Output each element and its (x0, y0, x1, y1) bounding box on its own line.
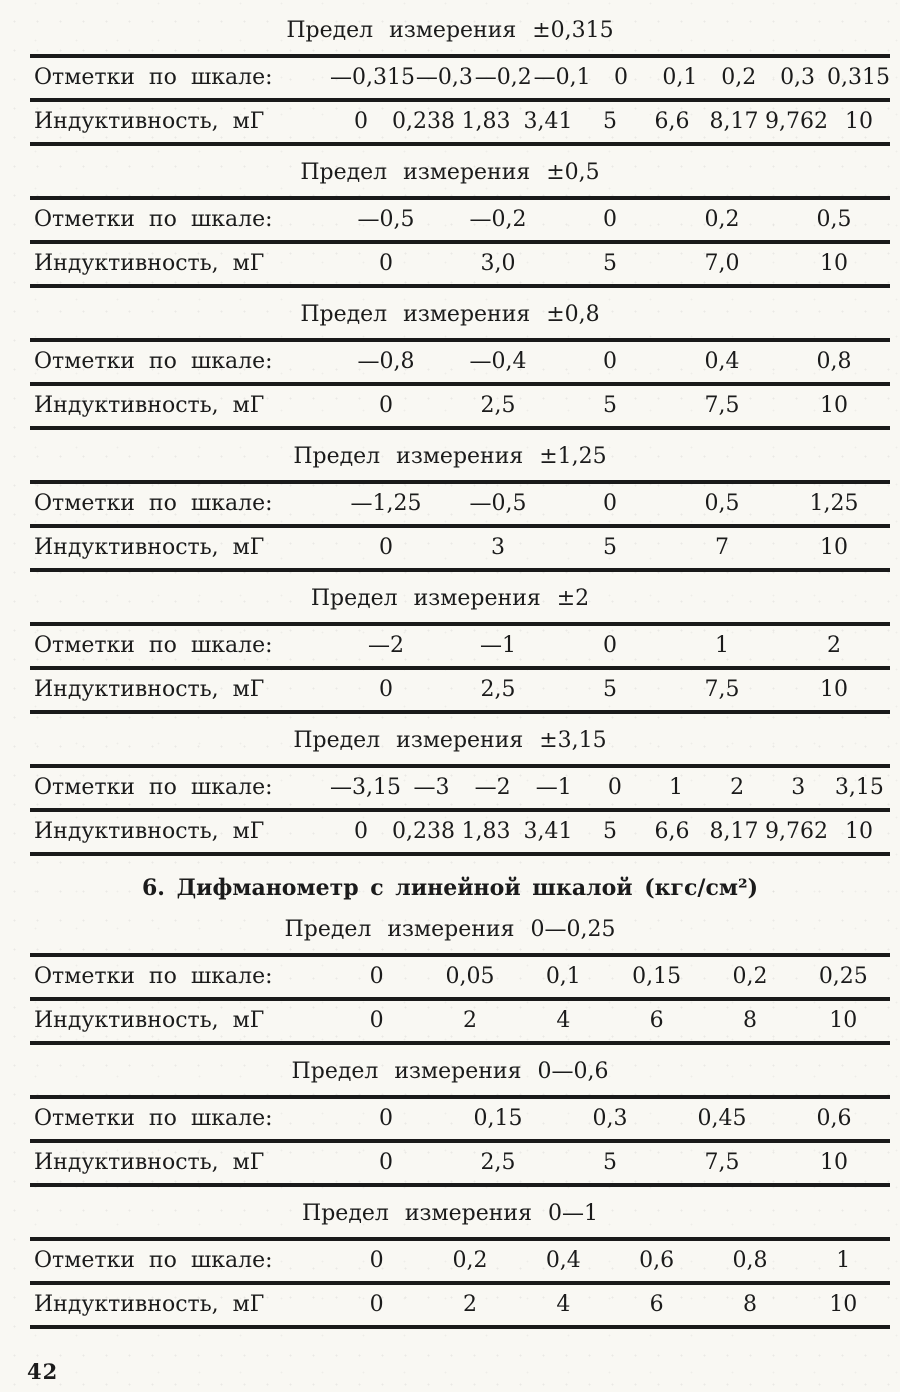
table-row-scale-marks (30, 484, 890, 528)
cell-scale-mark: 0,5 (816, 207, 852, 232)
cell-inductance-value: 0 (354, 819, 368, 844)
data-table (30, 338, 890, 430)
measurement-section (0, 585, 900, 714)
cell-scale-mark: 0 (379, 1106, 393, 1131)
cell-inductance-value: 10 (820, 251, 848, 276)
cell-inductance-value: 4 (556, 1292, 571, 1317)
row-label: Отметки по шкале: (34, 65, 273, 90)
cell-inductance-value: 9,762 (764, 819, 828, 844)
cell-inductance-value: 10 (829, 1008, 858, 1033)
cell-inductance-value: 8 (742, 1008, 757, 1033)
table-row-inductance (30, 670, 890, 710)
cell-scale-mark: 0,2 (732, 964, 768, 989)
measurement-section (0, 443, 900, 572)
cell-inductance-value: 0 (379, 677, 393, 702)
cell-scale-mark: —0,5 (357, 207, 415, 232)
section-title: Предел измерения ±1,25 (293, 444, 607, 469)
cell-inductance-value: 2,5 (480, 677, 516, 702)
table-row-scale-marks (30, 1241, 890, 1285)
cell-inductance-value: 0 (379, 535, 393, 560)
section-title: Предел измерения ±0,5 (300, 160, 600, 185)
data-table (30, 480, 890, 572)
row-values (330, 774, 890, 801)
row-values (330, 818, 890, 845)
cell-scale-mark: —3 (413, 775, 450, 800)
group-heading: 6. Дифманометр с линейной шкалой (кгс/см²) (141, 875, 759, 901)
cell-scale-mark: 0,2 (704, 207, 740, 232)
data-table (30, 1237, 890, 1329)
cell-inductance-value: 0,238 (392, 109, 455, 134)
cell-inductance-value: 9,762 (764, 109, 828, 134)
cell-inductance-value: 10 (820, 535, 848, 560)
cell-inductance-value: 0 (369, 1292, 384, 1317)
cell-inductance-value: 8,17 (709, 819, 759, 844)
row-values (330, 348, 890, 375)
cell-scale-mark: 0 (603, 207, 617, 232)
cell-scale-mark: —0,2 (469, 207, 527, 232)
cell-inductance-value: 6,6 (654, 109, 690, 134)
row-values (330, 632, 890, 659)
row-label: Индуктивность, мГ (34, 393, 265, 418)
cell-scale-mark: —1 (480, 633, 516, 658)
row-label: Индуктивность, мГ (34, 535, 265, 560)
data-table (30, 622, 890, 714)
table-row-inductance (30, 386, 890, 426)
cell-inductance-value: 3,41 (523, 109, 573, 134)
row-label: Отметки по шкале: (34, 633, 273, 658)
measurement-section (0, 1200, 900, 1329)
row-values (330, 206, 890, 233)
row-values (330, 250, 890, 277)
section-title: Предел измерения 0—0,6 (291, 1059, 609, 1084)
cell-inductance-value: 3 (491, 535, 505, 560)
table-row-inductance (30, 244, 890, 284)
page-content (0, 17, 900, 1329)
cell-scale-mark: 0,1 (545, 964, 581, 989)
cell-inductance-value: 10 (844, 819, 873, 844)
table-row-scale-marks (30, 58, 890, 102)
table-row-scale-marks (30, 342, 890, 386)
cell-scale-mark: 0,8 (732, 1248, 768, 1273)
cell-inductance-value: 0 (354, 109, 368, 134)
cell-scale-mark: 0,6 (816, 1106, 852, 1131)
cell-scale-mark: 0 (369, 1248, 384, 1273)
cell-inductance-value: 0 (379, 251, 393, 276)
cell-inductance-value: 10 (820, 393, 848, 418)
cell-inductance-value: 0 (369, 1008, 384, 1033)
cell-scale-mark: 0,4 (545, 1248, 581, 1273)
cell-scale-mark: 0 (603, 633, 617, 658)
cell-scale-mark: —2 (474, 775, 511, 800)
row-values (330, 1105, 890, 1132)
cell-scale-mark: 1 (669, 775, 684, 800)
section-title: Предел измерения ±0,315 (286, 18, 614, 43)
cell-inductance-value: 2 (462, 1292, 477, 1317)
cell-scale-mark: —0,3 (415, 65, 473, 90)
cell-inductance-value: 1,83 (461, 819, 511, 844)
row-label: Отметки по шкале: (34, 491, 273, 516)
cell-scale-mark: 0,5 (704, 491, 740, 516)
measurement-section (0, 916, 900, 1045)
row-values (330, 1291, 890, 1318)
row-label: Индуктивность, мГ (34, 109, 265, 134)
cell-scale-mark: —0,1 (533, 65, 591, 90)
cell-scale-mark: 3,15 (834, 775, 884, 800)
cell-scale-mark: —0,315 (330, 65, 415, 90)
table-row-scale-marks (30, 957, 890, 1001)
cell-scale-mark: —0,8 (357, 349, 415, 374)
data-table (30, 953, 890, 1045)
cell-scale-mark: 1 (715, 633, 729, 658)
row-label: Отметки по шкале: (34, 775, 273, 800)
cell-inductance-value: 2,5 (480, 393, 516, 418)
cell-inductance-value: 7,0 (704, 251, 740, 276)
row-label: Отметки по шкале: (34, 1106, 273, 1131)
cell-inductance-value: 10 (844, 109, 873, 134)
table-row-inductance (30, 1285, 890, 1325)
row-values (330, 392, 890, 419)
row-label: Индуктивность, мГ (34, 1292, 265, 1317)
measurement-section (0, 159, 900, 288)
data-table (30, 196, 890, 288)
row-values (330, 1007, 890, 1034)
cell-inductance-value: 6 (649, 1008, 664, 1033)
table-row-inductance (30, 1001, 890, 1041)
row-label: Индуктивность, мГ (34, 677, 265, 702)
row-values (330, 64, 890, 91)
row-label: Отметки по шкале: (34, 1248, 273, 1273)
row-values (330, 1149, 890, 1176)
cell-inductance-value: 0 (379, 393, 393, 418)
measurement-section (0, 727, 900, 856)
cell-scale-mark: 0,2 (452, 1248, 488, 1273)
cell-scale-mark: 0 (369, 964, 384, 989)
data-table (30, 764, 890, 856)
cell-scale-mark: 0,45 (697, 1106, 747, 1131)
cell-inductance-value: 2,5 (480, 1150, 516, 1175)
cell-inductance-value: 5 (603, 251, 617, 276)
cell-scale-mark: 0,15 (632, 964, 682, 989)
cell-inductance-value: 10 (820, 677, 848, 702)
cell-scale-mark: 0,05 (445, 964, 495, 989)
cell-scale-mark: 0 (607, 775, 622, 800)
data-table (30, 1095, 890, 1187)
cell-inductance-value: 5 (603, 393, 617, 418)
cell-scale-mark: 1,25 (809, 491, 859, 516)
cell-scale-mark: —1,25 (350, 491, 422, 516)
row-values (330, 963, 890, 990)
cell-inductance-value: 0 (379, 1150, 393, 1175)
cell-inductance-value: 4 (556, 1008, 571, 1033)
table-row-scale-marks (30, 626, 890, 670)
cell-scale-mark: 0 (613, 65, 628, 90)
cell-scale-mark: —2 (368, 633, 404, 658)
cell-scale-mark: 2 (730, 775, 745, 800)
section-title: Предел измерения 0—0,25 (284, 917, 616, 942)
cell-scale-mark: 0,1 (662, 65, 698, 90)
cell-inductance-value: 7,5 (704, 393, 740, 418)
cell-scale-mark: 0,315 (827, 65, 890, 90)
cell-inductance-value: 0,238 (392, 819, 455, 844)
section-title: Предел измерения ±0,8 (300, 302, 600, 327)
cell-scale-mark: 1 (836, 1248, 851, 1273)
section-title: Предел измерения 0—1 (302, 1201, 598, 1226)
cell-inductance-value: 5 (603, 677, 617, 702)
measurement-section (0, 17, 900, 146)
cell-scale-mark: —0,2 (474, 65, 532, 90)
cell-inductance-value: 10 (820, 1150, 848, 1175)
cell-scale-mark: 0,2 (721, 65, 757, 90)
cell-scale-mark: 0 (603, 349, 617, 374)
cell-inductance-value: 5 (603, 1150, 617, 1175)
row-values (330, 1247, 890, 1274)
cell-inductance-value: 8,17 (709, 109, 759, 134)
table-row-scale-marks (30, 1099, 890, 1143)
cell-scale-mark: —0,4 (469, 349, 527, 374)
measurement-section (0, 1058, 900, 1187)
cell-scale-mark: 0,4 (704, 349, 740, 374)
table-row-inductance (30, 812, 890, 852)
row-values (330, 676, 890, 703)
row-label: Индуктивность, мГ (34, 1008, 265, 1033)
cell-inductance-value: 6,6 (654, 819, 690, 844)
row-label: Индуктивность, мГ (34, 251, 265, 276)
cell-scale-mark: 0,15 (473, 1106, 523, 1131)
cell-inductance-value: 8 (742, 1292, 757, 1317)
cell-scale-mark: —3,15 (330, 775, 401, 800)
cell-inductance-value: 7,5 (704, 677, 740, 702)
cell-inductance-value: 7,5 (704, 1150, 740, 1175)
cell-scale-mark: 0,25 (818, 964, 868, 989)
cell-inductance-value: 3,0 (480, 251, 516, 276)
page-number: 42 (27, 1359, 59, 1384)
cell-scale-mark: 0,6 (639, 1248, 675, 1273)
cell-scale-mark: 0,8 (816, 349, 852, 374)
cell-inductance-value: 3,41 (523, 819, 573, 844)
cell-scale-mark: 0,3 (592, 1106, 628, 1131)
cell-inductance-value: 10 (829, 1292, 858, 1317)
cell-scale-mark: —1 (535, 775, 572, 800)
cell-scale-mark: 3 (791, 775, 806, 800)
row-label: Отметки по шкале: (34, 207, 273, 232)
cell-inductance-value: 2 (462, 1008, 477, 1033)
cell-scale-mark: 2 (827, 633, 841, 658)
section-title: Предел измерения ±3,15 (293, 728, 607, 753)
row-values (330, 108, 890, 135)
table-row-inductance (30, 528, 890, 568)
section-title: Предел измерения ±2 (310, 586, 590, 611)
cell-scale-mark: 0,3 (780, 65, 816, 90)
cell-inductance-value: 6 (649, 1292, 664, 1317)
row-label: Отметки по шкале: (34, 349, 273, 374)
cell-inductance-value: 5 (603, 535, 617, 560)
cell-inductance-value: 7 (715, 535, 729, 560)
table-row-scale-marks (30, 768, 890, 812)
cell-inductance-value: 5 (602, 109, 617, 134)
row-values (330, 534, 890, 561)
table-row-inductance (30, 1143, 890, 1183)
data-table (30, 54, 890, 146)
cell-inductance-value: 1,83 (461, 109, 511, 134)
row-label: Индуктивность, мГ (34, 1150, 265, 1175)
row-values (330, 490, 890, 517)
table-row-scale-marks (30, 200, 890, 244)
table-row-inductance (30, 102, 890, 142)
row-label: Индуктивность, мГ (34, 819, 265, 844)
measurement-section (0, 301, 900, 430)
cell-scale-mark: 0 (603, 491, 617, 516)
cell-scale-mark: —0,5 (469, 491, 527, 516)
cell-inductance-value: 5 (602, 819, 617, 844)
row-label: Отметки по шкале: (34, 964, 273, 989)
